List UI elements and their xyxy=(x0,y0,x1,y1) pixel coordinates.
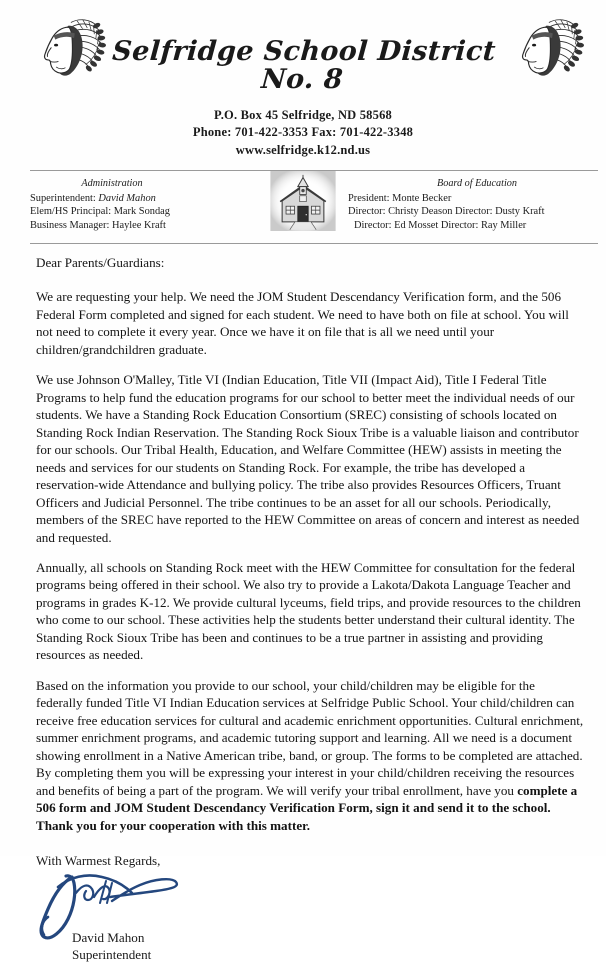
administration-board-band xyxy=(0,171,606,235)
letter-paragraph-4-normal: Based on the information you provide to our school, your child/children may be eligible for the federally funded Title VI Indian Education services at Selfridge Public School. Your child/children can receive free education services for cultural and academic enrichment opportunities. Cultural enrichment, summer enrichment programs, and academic tutoring support and learning. All we need is a document showing enrollment in a Native American tribe, band, or group. The forms to be completed are attached. By completing them you will be expressing your interest in your child/children receiving the resources and benefits of being a part of the program. We will verify your tribal enrollment, have you xyxy=(36,677,584,798)
closing-line: With Warmest Regards, xyxy=(36,853,161,869)
board-directors-row-1: Director: Christy Deason Director: Dusty Kraft xyxy=(348,206,545,218)
website-line[interactable]: www.selfridge.k12.nd.us xyxy=(235,143,371,158)
business-manager-row: Business Manager: Haylee Kraft xyxy=(30,220,166,232)
letter-paragraph-4-bold: complete a 506 form and JOM Student Descendancy Verification Form, sign it and send it to the school. Thank you for your cooperation with this matter. xyxy=(36,782,578,833)
administration-column xyxy=(30,177,240,233)
letter-paragraph-1: We are requesting your help. We need the JOM Student Descendancy Verification form, and the 506 Federal Form completed and signed for each student. We need to have both on file at school. You will not need to complete it every year. Once we have it on file that is all we need until your children/grandchildren graduate. xyxy=(36,289,569,357)
letterhead xyxy=(0,0,606,171)
board-president-row: President: Monte Becker xyxy=(348,192,452,204)
phone-fax-line: Phone: 701-422-3353 Fax: 701-422-3348 xyxy=(192,125,414,140)
letter-body xyxy=(0,244,606,834)
signer-name: David Mahon xyxy=(72,930,145,946)
superintendent-label: Superintendent: xyxy=(30,192,96,204)
administration-heading: Administration xyxy=(81,177,143,189)
handwritten-signature xyxy=(36,871,236,929)
board-directors-row-2: Director: Ed Mosset Director: Ray Miller xyxy=(354,220,527,232)
superintendent-row xyxy=(30,192,240,206)
board-of-education-column xyxy=(348,177,596,233)
contact-block xyxy=(0,107,606,160)
principal-row: Elem/HS Principal: Mark Sondag xyxy=(30,206,170,218)
letter-paragraph-4 xyxy=(36,677,584,834)
district-title: Selfridge School District No. 8 xyxy=(111,36,497,96)
board-heading: Board of Education xyxy=(437,177,517,189)
schoolhouse-icon xyxy=(270,171,336,231)
signer-title: Superintendent xyxy=(72,947,152,963)
address-line: P.O. Box 45 Selfridge, ND 58568 xyxy=(214,107,392,122)
superintendent-name: David Mahon xyxy=(98,192,156,204)
letter-paragraph-3: Annually, all schools on Standing Rock meet with the HEW Committee for consultation for the federal programs being offered in their school. We also try to provide a Lakota/Dakota Language Teacher and programs in grades K-12. We provide cultural lyceums, field trips, and provide resources to the children who come to our school. These activities help the students better understand their cultural identity. The Standing Rock Sioux Tribe has been and continues to be a true partner in assisting and providing resources as needed. xyxy=(36,560,581,663)
signature-block xyxy=(0,847,606,963)
salutation: Dear Parents/Guardians: xyxy=(36,254,165,270)
letter-paragraph-2: We use Johnson O'Malley, Title VI (Indian Education, Title VII (Impact Aid), Title I Federal Title Programs to help fund the education programs for our school to better meet the individual needs of our students. We have a Standing Rock Education Consortium (SREC) consisting of schools located on Standing Rock Indian Reservation. The Standing Rock Sioux Tribe is a valuable liaison and contributor for our schools. Our Tribal Health, Education, and Welfare Committee (HEW) assists in meeting the needs and services for our students on Standing Rock. For example, the tribe has developed a reservation-wide Attendance and bullying policy. The tribe also provides Resources Officers, Truant Officers and Judicial Personnel. The tribe continues to be an asset for all our schools. Periodically, members of the SREC have reported to the HEW Committee on areas of concern and interest as needed and requested. xyxy=(36,372,580,545)
